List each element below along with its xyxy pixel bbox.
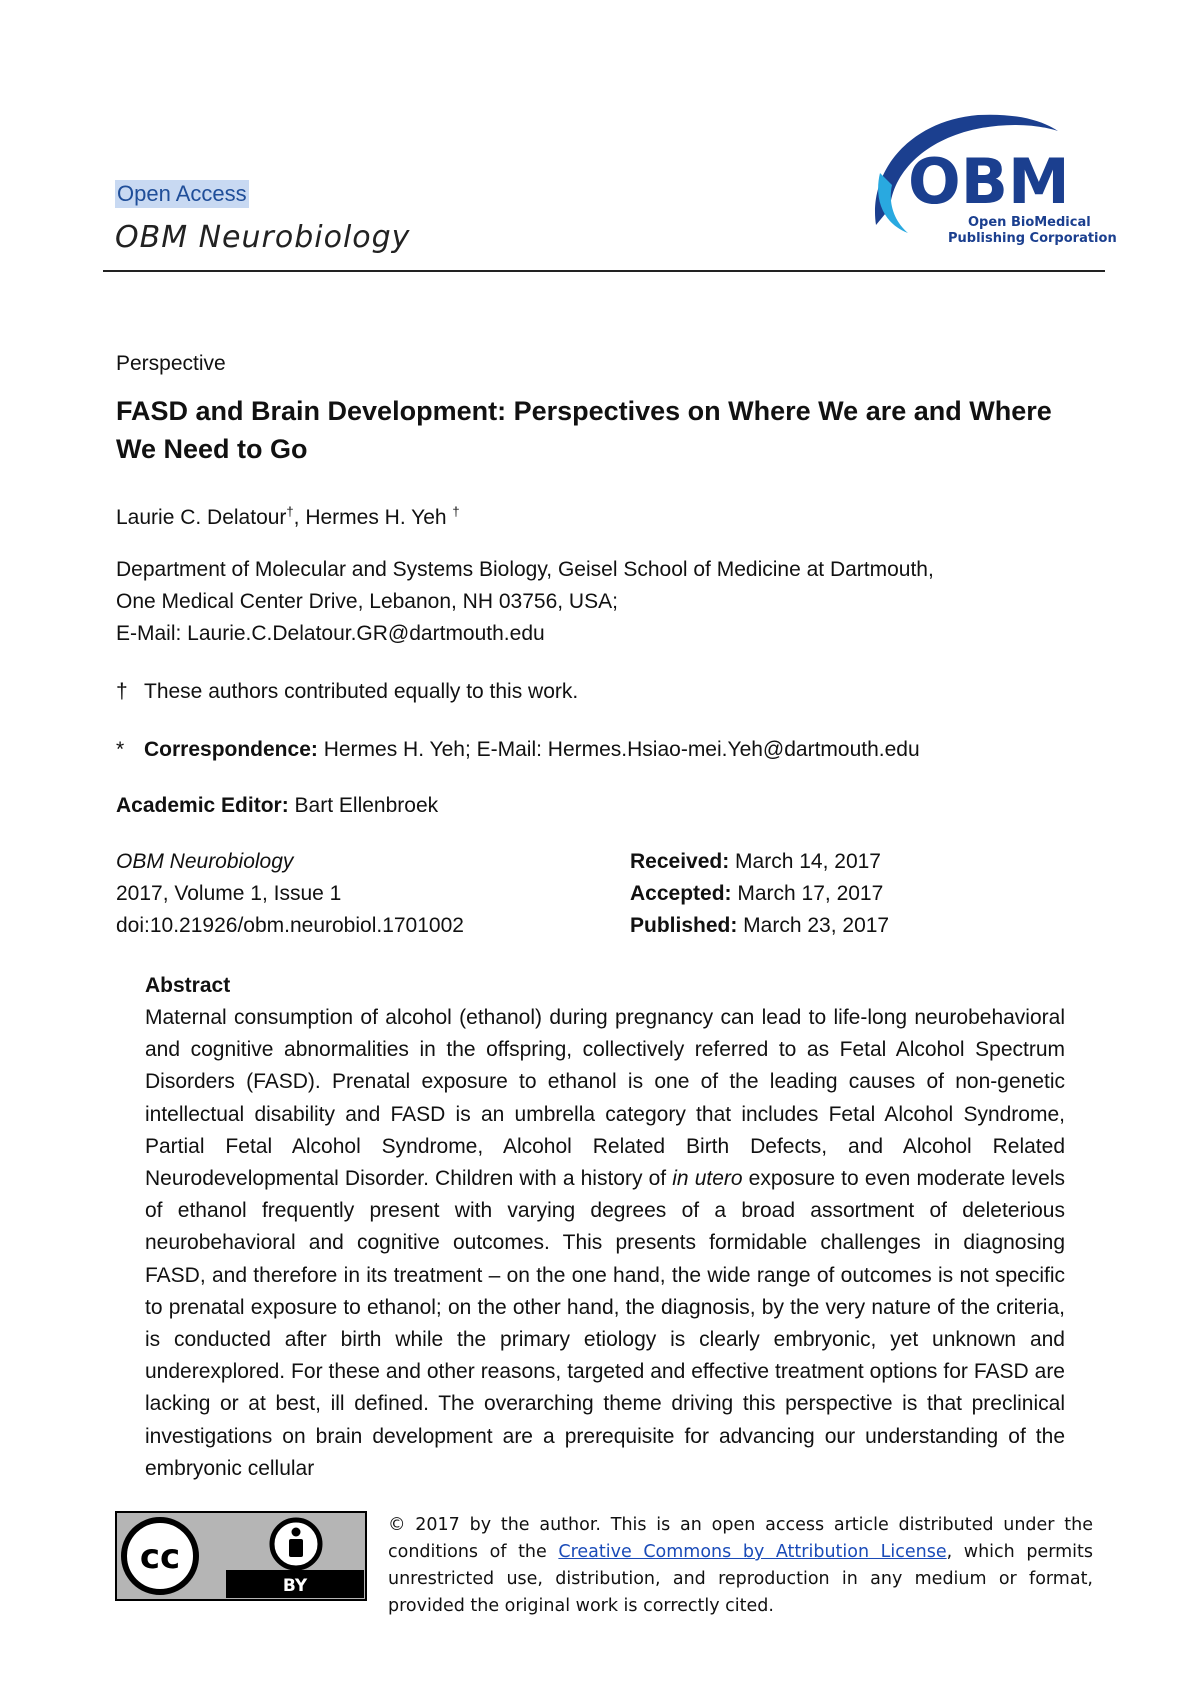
obm-logo bbox=[868, 113, 1117, 263]
academic-editor bbox=[116, 790, 438, 822]
logo-subtitle-2: Publishing Corporation bbox=[948, 231, 1117, 246]
footnote-mark: † bbox=[116, 680, 128, 703]
license-text-2: , which permits unrestricted use, distribution, and reproduction in any medium or format, provided the original work is correctly cited. bbox=[388, 1542, 1093, 1616]
citation-journal: OBM Neurobiology bbox=[116, 850, 294, 873]
received-label: Received: bbox=[630, 850, 730, 873]
author-list bbox=[116, 496, 460, 534]
citation-volume: 2017, Volume 1, Issue 1 bbox=[116, 882, 342, 905]
article-dates bbox=[630, 846, 889, 942]
author-1: Laurie C. Delatour bbox=[116, 506, 287, 529]
by-label: BY bbox=[282, 1576, 308, 1596]
editor-label: Academic Editor: bbox=[116, 794, 289, 817]
accepted-label: Accepted: bbox=[630, 882, 732, 905]
accepted-date-row bbox=[630, 878, 889, 910]
cc-by-badge bbox=[116, 1512, 366, 1600]
article-type: Perspective bbox=[116, 352, 226, 375]
affiliation bbox=[116, 554, 1076, 650]
received-date: March 14, 2017 bbox=[729, 850, 881, 873]
footnote-text: These authors contributed equally to this work. bbox=[144, 680, 579, 703]
license-notice bbox=[388, 1512, 1093, 1620]
logo-wordmark: OBM bbox=[908, 145, 1070, 218]
abstract-italic: in utero bbox=[672, 1167, 743, 1191]
abstract-body bbox=[145, 1002, 1065, 1480]
citation-doi: doi:10.21926/obm.neurobiol.1701002 bbox=[116, 914, 464, 937]
correspondence-mark: * bbox=[116, 738, 125, 761]
equal-contribution-note bbox=[116, 676, 578, 708]
affiliation-email: E-Mail: Laurie.C.Delatour.GR@dartmouth.edu bbox=[116, 622, 545, 645]
affiliation-line-2: One Medical Center Drive, Lebanon, NH 03756, USA; bbox=[116, 590, 618, 613]
author-2-mark: † bbox=[452, 504, 460, 519]
editor-name: Bart Ellenbroek bbox=[288, 794, 439, 817]
published-date: March 23, 2017 bbox=[737, 914, 890, 937]
correspondence-label: Correspondence: bbox=[144, 738, 318, 761]
citation-info bbox=[116, 846, 464, 942]
abstract-part-1: Maternal consumption of alcohol (ethanol) during pregnancy can lead to life-long neurobehavioral and cognitive abnormalities in the offspring, collectively referred to as Fetal Alcohol Spectrum Disorders (FASD). Prenatal exposure to ethanol is one of the leading causes of non-genetic intellectual disability and FASD is an umbrella category that includes Fetal Alcohol Syndrome, Partial Fetal Alcohol Syndrome, Alcohol Related Birth Defects, and Alcohol Related Neurodevelopmental Disorder. Children with a history of bbox=[145, 1006, 1065, 1191]
abstract-part-2: exposure to even moderate levels of ethanol frequently present with varying degrees of a broad assortment of deleterious neurobehavioral and cognitive outcomes. This presents formidable challenges in diagnosing FASD, and therefore in its treatment – on the one hand, the wide range of outcomes is not specific to prenatal exposure to ethanol; on the other hand, the diagnosis, by the very nature of the criteria, is conducted after birth while the primary etiology is clearly embryonic, yet unknown and underexplored. For these and other reasons, targeted and effective treatment options for FASD are lacking or at best, ill defined. The overarching theme driving this perspective is that preclinical investigations on brain development are a prerequisite for advancing our understanding of the embryonic cellular bbox=[145, 1167, 1065, 1480]
affiliation-line-1: Department of Molecular and Systems Biology, Geisel School of Medicine at Dartmouth, bbox=[116, 558, 934, 581]
cc-license-link[interactable]: Creative Commons by Attribution License bbox=[558, 1542, 947, 1562]
open-access-label: Open Access bbox=[117, 181, 247, 206]
published-date-row bbox=[630, 910, 889, 942]
abstract-heading: Abstract bbox=[145, 974, 231, 997]
article-title: FASD and Brain Development: Perspectives on Where We are and Where We Need to Go bbox=[116, 396, 1052, 464]
svg-text:cc: cc bbox=[139, 1537, 181, 1577]
received-date-row bbox=[630, 846, 889, 878]
correspondence-text: Hermes H. Yeh; E-Mail: Hermes.Hsiao-mei.Yeh@dartmouth.edu bbox=[317, 738, 920, 761]
header-divider bbox=[103, 270, 1105, 272]
logo-subtitle-1: Open BioMedical bbox=[968, 215, 1091, 230]
correspondence bbox=[116, 734, 920, 766]
accepted-date: March 17, 2017 bbox=[731, 882, 884, 905]
published-label: Published: bbox=[630, 914, 738, 937]
author-1-mark: † bbox=[286, 504, 294, 519]
author-2: Hermes H. Yeh bbox=[305, 506, 447, 529]
journal-name: OBM Neurobiology bbox=[115, 220, 411, 255]
license-text-1: © 2017 by the author. This is an open access article distributed under the conditions of the bbox=[388, 1515, 1093, 1562]
author-separator: , bbox=[293, 506, 306, 529]
